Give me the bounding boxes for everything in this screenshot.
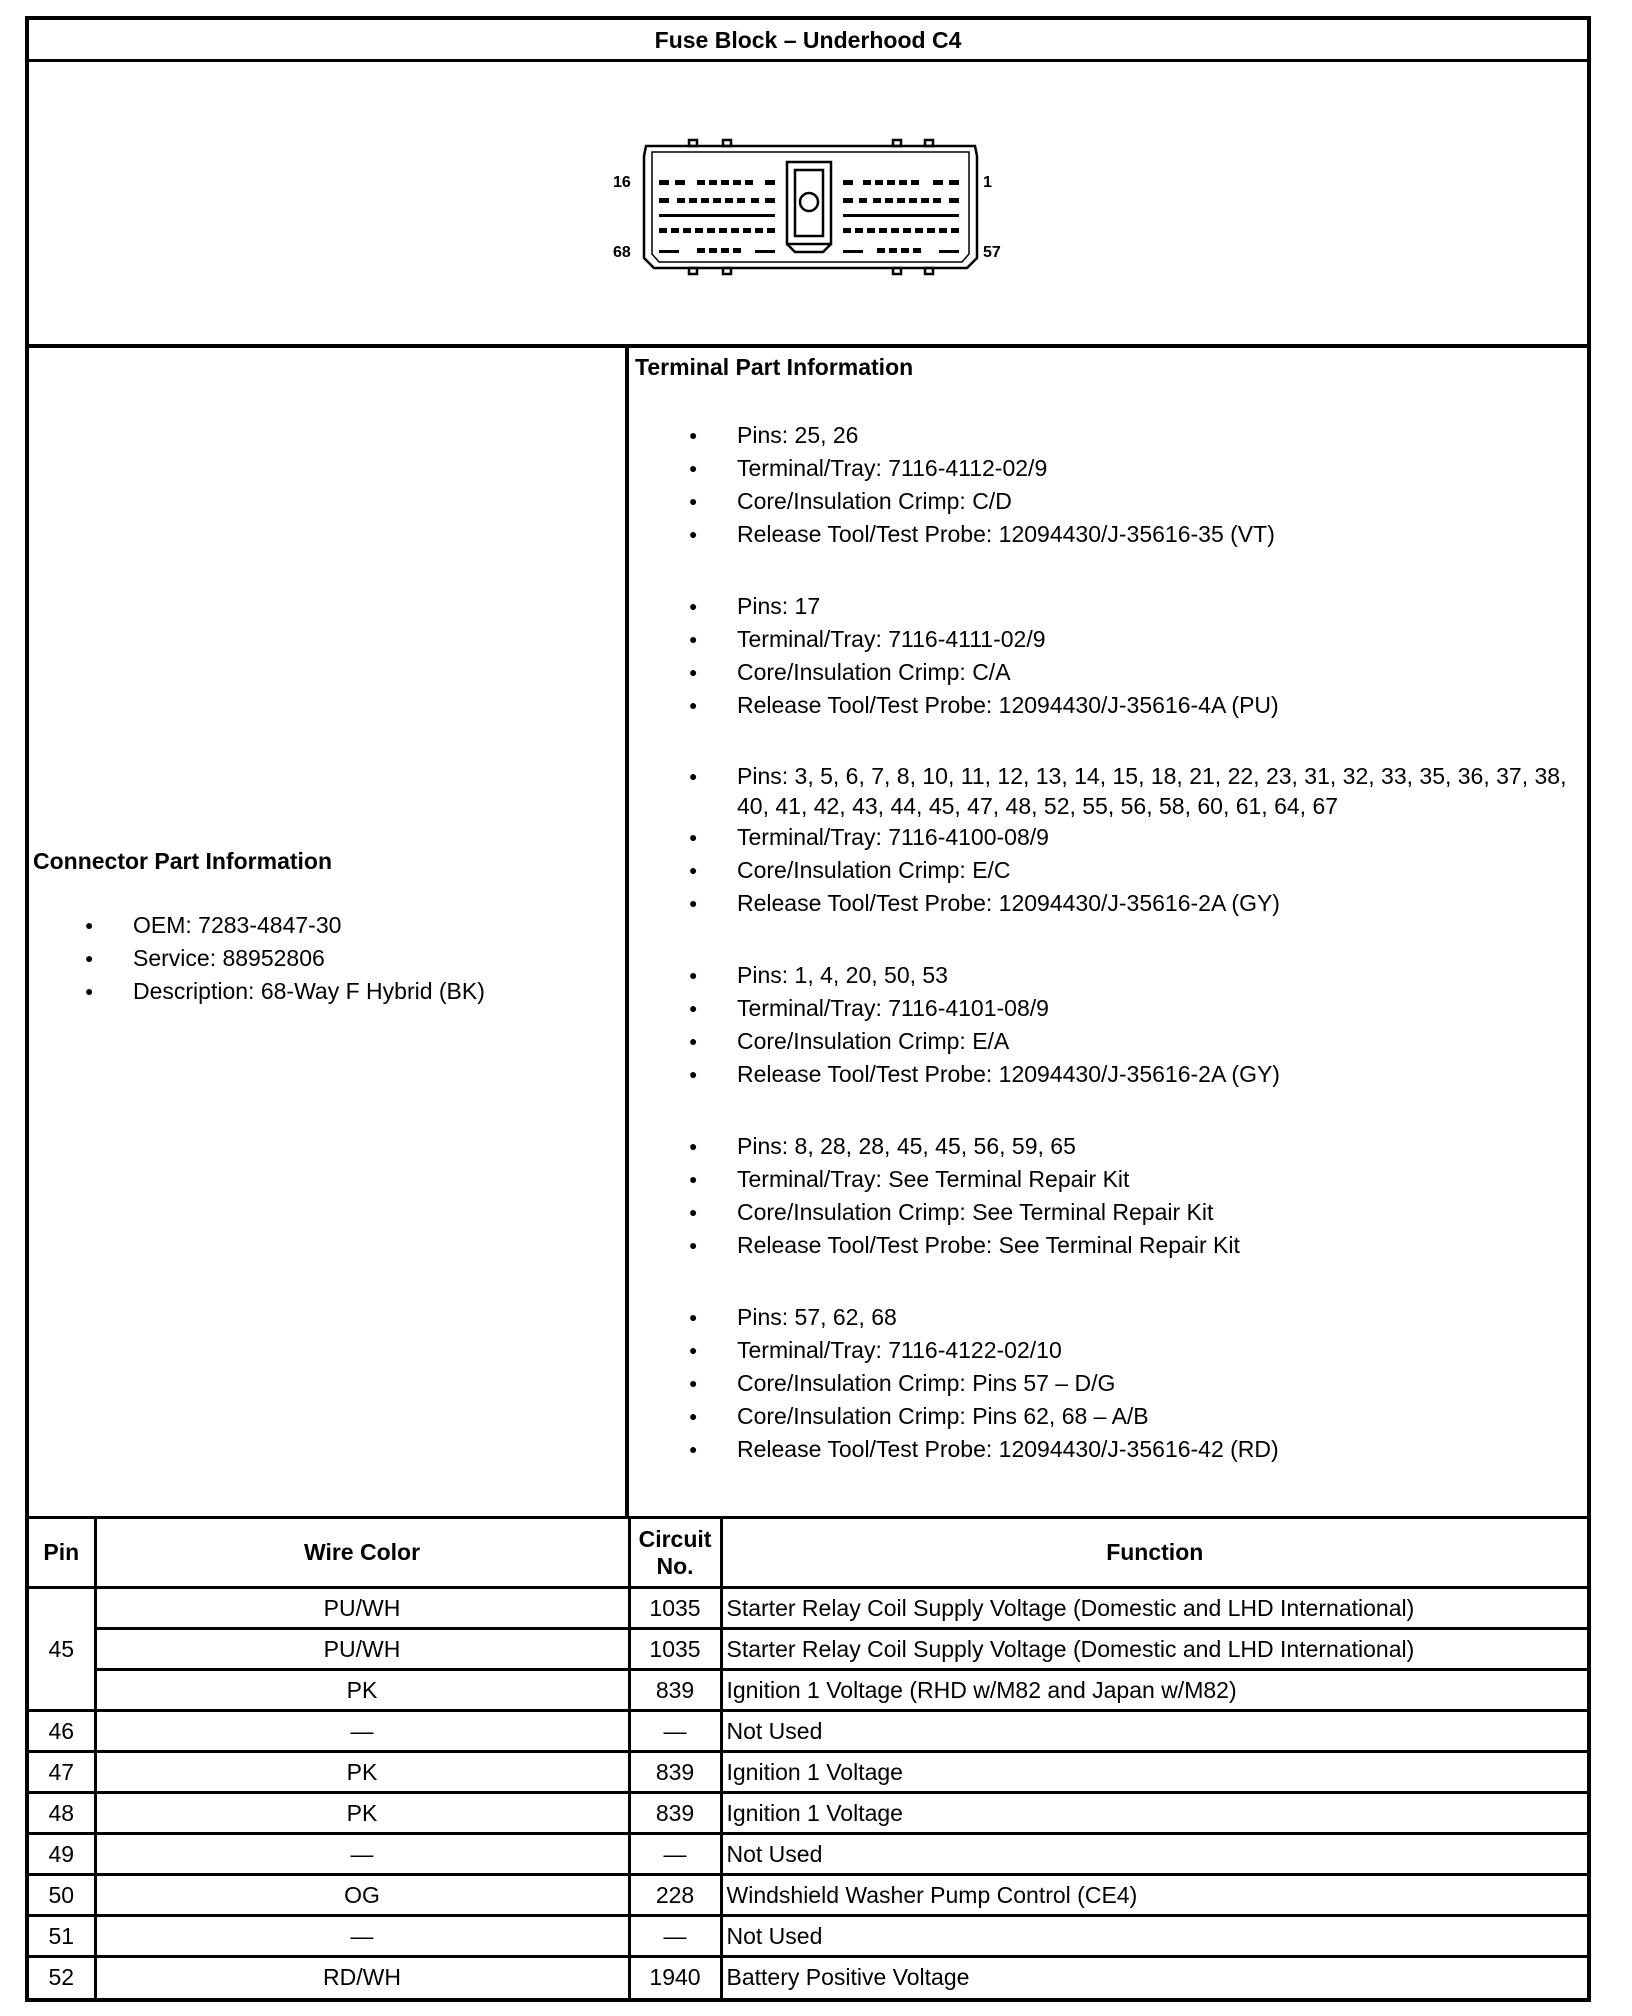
pin-cell: 45 [29,1588,95,1711]
table-row [29,1752,1587,1793]
wire-color-cell: PU/WH [95,1629,629,1670]
terminal-group [635,1301,1579,1466]
circuit-no-column-header: Circuit No. [629,1518,721,1588]
list-item: ● Pins: 8, 28, 28, 45, 45, 56, 59, 65 [635,1130,1579,1163]
list-item: ● OEM: 7283-4847-30 [33,909,623,942]
wire-color-cell: — [95,1916,629,1957]
list-item: ● Release Tool/Test Probe: 12094430/J-35616-2A (GY) [635,1058,1579,1091]
list-item: ● Core/Insulation Crimp: C/A [635,656,1579,689]
list-item: ● Core/Insulation Crimp: Pins 57 – D/G [635,1367,1579,1400]
list-item: ● Terminal/Tray: 7116-4111-02/9 [635,623,1579,656]
connector-part-info [29,348,629,1516]
function-cell: Starter Relay Coil Supply Voltage (Domestic and LHD International) [721,1588,1587,1629]
circuit-cell: 1035 [629,1629,721,1670]
pin-cell: 49 [29,1834,95,1875]
circuit-cell: — [629,1834,721,1875]
pin-label-68: 68 [613,244,631,261]
wire-color-cell: PK [95,1793,629,1834]
function-cell: Ignition 1 Voltage (RHD w/M82 and Japan w/M82) [721,1670,1587,1711]
wire-color-cell: PK [95,1670,629,1711]
list-item: ● Release Tool/Test Probe: 12094430/J-35616-42 (RD) [635,1433,1579,1466]
table-row [29,1711,1587,1752]
terminal-group [635,761,1579,920]
list-item: ● Terminal/Tray: 7116-4112-02/9 [635,452,1579,485]
circuit-cell: 839 [629,1670,721,1711]
list-item: ● Pins: 1, 4, 20, 50, 53 [635,959,1579,992]
pin-cell: 50 [29,1875,95,1916]
list-item: ● Description: 68-Way F Hybrid (BK) [33,975,623,1008]
list-item: ● Release Tool/Test Probe: 12094430/J-35616-2A (GY) [635,887,1579,920]
list-item: ● Release Tool/Test Probe: See Terminal Repair Kit [635,1229,1579,1262]
terminal-part-info [629,348,1587,1516]
list-item: ● Pins: 3, 5, 6, 7, 8, 10, 11, 12, 13, 14, 15, 18, 21, 22, 23, 31, 32, 33, 35, 36, 37, 38, 40, 41, 42, 43, 44, 45, 47, 48, 52, 55, 56, 58, 60, 61, 64, 67 [635,761,1579,821]
list-item: ● Terminal/Tray: 7116-4122-02/10 [635,1334,1579,1367]
pin-column-header: Pin [29,1518,95,1588]
table-row [29,1875,1587,1916]
list-item: ● Core/Insulation Crimp: See Terminal Repair Kit [635,1196,1579,1229]
pin-label-16: 16 [613,174,631,191]
function-cell: Not Used [721,1916,1587,1957]
list-item: ● Core/Insulation Crimp: Pins 62, 68 – A/B [635,1400,1579,1433]
table-header-row [29,1518,1587,1588]
function-cell: Not Used [721,1711,1587,1752]
list-item: ● Core/Insulation Crimp: E/C [635,854,1579,887]
function-cell: Starter Relay Coil Supply Voltage (Domestic and LHD International) [721,1629,1587,1670]
list-item: ● Terminal/Tray: 7116-4100-08/9 [635,821,1579,854]
list-item: ● Pins: 57, 62, 68 [635,1301,1579,1334]
wire-color-cell: — [95,1711,629,1752]
wire-color-cell: — [95,1834,629,1875]
pin-label-57: 57 [983,244,1001,261]
pin-label-1: 1 [983,174,992,191]
list-item: ● Pins: 25, 26 [635,419,1579,452]
terminal-group [635,419,1579,551]
table-row [29,1588,1587,1629]
list-item: ● Pins: 17 [635,590,1579,623]
function-column-header: Function [721,1518,1587,1588]
pin-cell: 48 [29,1793,95,1834]
terminal-group [635,590,1579,722]
circuit-cell: — [629,1711,721,1752]
table-row [29,1670,1587,1711]
wire-color-column-header: Wire Color [95,1518,629,1588]
terminal-group [635,1130,1579,1262]
connector-face-drawing [29,62,1587,344]
list-item: ● Release Tool/Test Probe: 12094430/J-35616-4A (PU) [635,689,1579,722]
circuit-cell: 1940 [629,1957,721,1998]
function-cell: Windshield Washer Pump Control (CE4) [721,1875,1587,1916]
function-cell: Battery Positive Voltage [721,1957,1587,1998]
wire-color-cell: RD/WH [95,1957,629,1998]
wire-color-cell: PU/WH [95,1588,629,1629]
circuit-cell: 228 [629,1875,721,1916]
connector-page [25,16,1591,2002]
list-item: ● Core/Insulation Crimp: E/A [635,1025,1579,1058]
function-cell: Ignition 1 Voltage [721,1752,1587,1793]
list-item: ● Terminal/Tray: 7116-4101-08/9 [635,992,1579,1025]
list-item: ● Release Tool/Test Probe: 12094430/J-35616-35 (VT) [635,518,1579,551]
terminal-part-heading: Terminal Part Information [635,354,914,380]
circuit-cell: — [629,1916,721,1957]
pin-table [29,1516,1587,1998]
wire-color-cell: OG [95,1875,629,1916]
pin-cell: 52 [29,1957,95,1998]
table-row [29,1834,1587,1875]
terminal-group [635,959,1579,1091]
function-cell: Ignition 1 Voltage [721,1793,1587,1834]
circuit-cell: 839 [629,1793,721,1834]
circuit-cell: 1035 [629,1588,721,1629]
pin-cell: 46 [29,1711,95,1752]
function-cell: Not Used [721,1834,1587,1875]
list-item: ● Terminal/Tray: See Terminal Repair Kit [635,1163,1579,1196]
table-row [29,1916,1587,1957]
list-item: ● Core/Insulation Crimp: C/D [635,485,1579,518]
connector-diagram [29,62,1587,348]
pin-cell: 47 [29,1752,95,1793]
list-item: ● Service: 88952806 [33,942,623,975]
connector-part-list [33,909,623,1008]
pin-cell: 51 [29,1916,95,1957]
page-title: Fuse Block – Underhood C4 [29,20,1587,62]
table-row [29,1957,1587,1998]
table-row [29,1793,1587,1834]
table-row [29,1629,1587,1670]
connector-part-heading: Connector Part Information [33,848,333,874]
wire-color-cell: PK [95,1752,629,1793]
circuit-cell: 839 [629,1752,721,1793]
